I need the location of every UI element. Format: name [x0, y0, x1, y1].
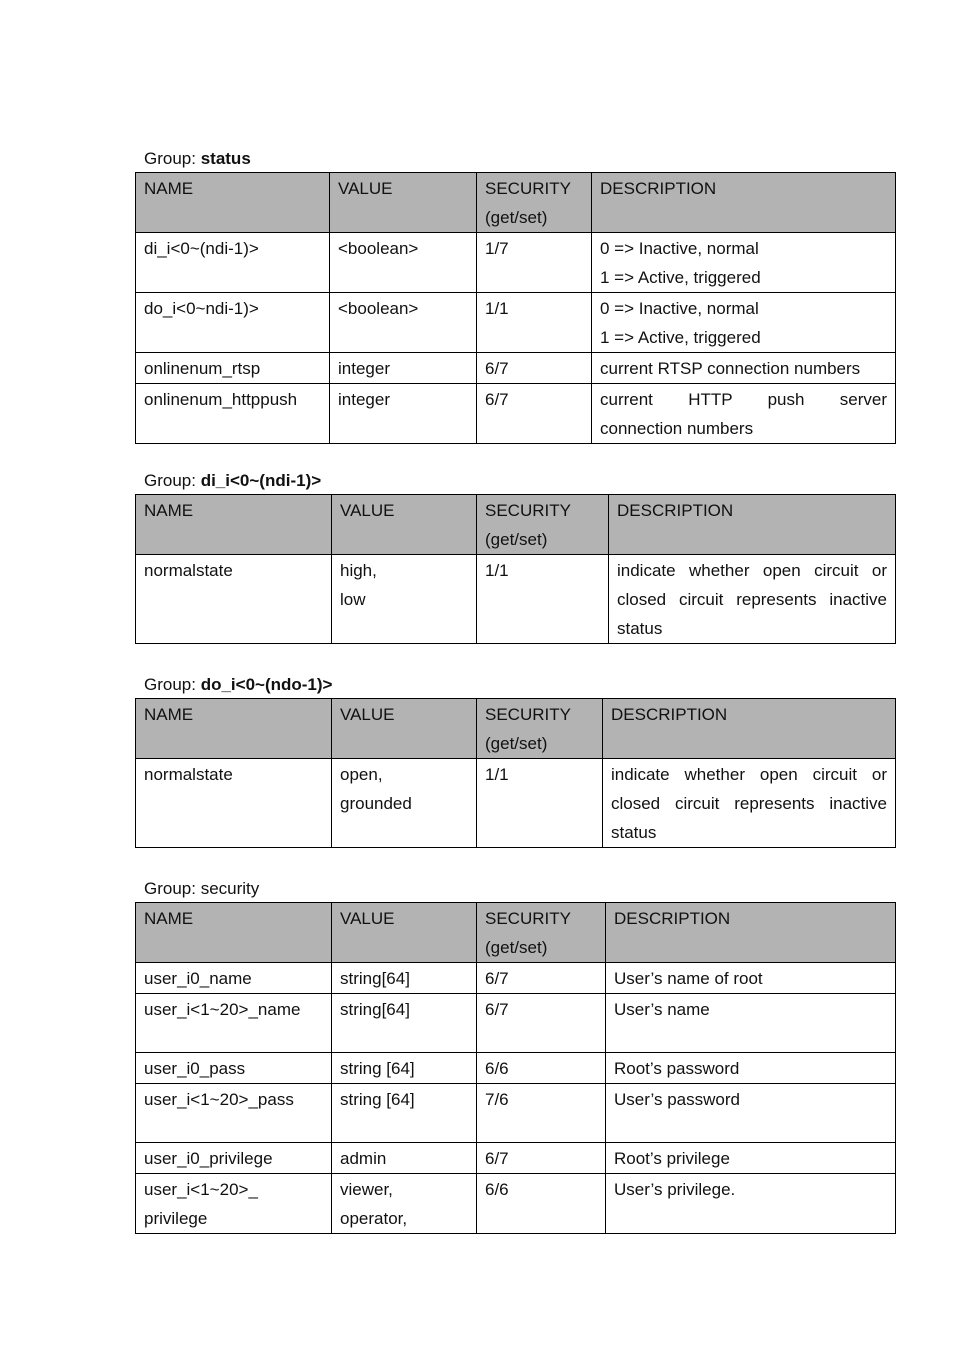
table-row	[136, 384, 896, 444]
table-row	[136, 1143, 896, 1174]
header-security: SECURITY (get/set)	[477, 173, 592, 233]
cell-name: user_i0_pass	[136, 1053, 332, 1084]
table-row	[136, 555, 896, 644]
cell-security: 6/7	[477, 384, 592, 444]
group-di	[135, 468, 895, 644]
cell-description: current HTTP push server connection numbers	[592, 384, 896, 444]
cell-value: viewer, operator,	[332, 1174, 477, 1234]
cell-value: integer	[330, 353, 477, 384]
cell-name: user_i0_privilege	[136, 1143, 332, 1174]
header-name: NAME	[136, 495, 332, 555]
cell-security: 6/6	[477, 1174, 606, 1234]
cell-security: 7/6	[477, 1084, 606, 1143]
cell-description: indicate whether open circuit or closed circuit represents inactive status	[603, 759, 896, 848]
table-row	[136, 963, 896, 994]
cell-name: user_i<1~20>_ privilege	[136, 1174, 332, 1234]
table-row	[136, 293, 896, 353]
header-row	[136, 903, 896, 963]
cell-value: open, grounded	[332, 759, 477, 848]
cell-description: 0 => Inactive, normal 1 => Active, triggered	[592, 233, 896, 293]
di-table	[135, 494, 896, 644]
group-status	[135, 146, 895, 444]
header-value: VALUE	[332, 903, 477, 963]
cell-security: 6/7	[477, 1143, 606, 1174]
cell-security: 6/6	[477, 1053, 606, 1084]
cell-security: 1/1	[477, 555, 609, 644]
cell-description: current RTSP connection numbers	[592, 353, 896, 384]
cell-value: admin	[332, 1143, 477, 1174]
header-name: NAME	[136, 173, 330, 233]
cell-description: User’s password	[606, 1084, 896, 1143]
cell-value: <boolean>	[330, 293, 477, 353]
header-value: VALUE	[330, 173, 477, 233]
group-title: Group: security	[144, 879, 260, 898]
table-row	[136, 233, 896, 293]
header-value: VALUE	[332, 495, 477, 555]
status-table	[135, 172, 896, 444]
cell-name: di_i<0~(ndi-1)>	[136, 233, 330, 293]
header-name: NAME	[136, 903, 332, 963]
cell-value: integer	[330, 384, 477, 444]
table-row	[136, 994, 896, 1053]
cell-description: Root’s privilege	[606, 1143, 896, 1174]
security-table	[135, 902, 896, 1234]
table-row	[136, 353, 896, 384]
cell-security: 6/7	[477, 353, 592, 384]
cell-value: <boolean>	[330, 233, 477, 293]
cell-security: 6/7	[477, 994, 606, 1053]
header-row	[136, 495, 896, 555]
header-security: SECURITY (get/set)	[477, 903, 606, 963]
cell-description: Root’s password	[606, 1053, 896, 1084]
cell-name: user_i0_name	[136, 963, 332, 994]
group-title: Group: di_i<0~(ndi-1)>	[144, 471, 322, 490]
cell-name: normalstate	[136, 555, 332, 644]
header-row	[136, 173, 896, 233]
cell-name: do_i<0~ndi-1)>	[136, 293, 330, 353]
cell-description: User’s privilege.	[606, 1174, 896, 1234]
cell-security: 6/7	[477, 963, 606, 994]
cell-description: User’s name	[606, 994, 896, 1053]
cell-name: user_i<1~20>_pass	[136, 1084, 332, 1143]
header-description: DESCRIPTION	[606, 903, 896, 963]
cell-security: 1/1	[477, 293, 592, 353]
cell-description: indicate whether open circuit or closed circuit represents inactive status	[609, 555, 896, 644]
group-name: di_i<0~(ndi-1)>	[200, 471, 322, 490]
cell-name: user_i<1~20>_name	[136, 994, 332, 1053]
cell-description: User’s name of root	[606, 963, 896, 994]
cell-name: onlinenum_rtsp	[136, 353, 330, 384]
header-description: DESCRIPTION	[609, 495, 896, 555]
header-security: SECURITY (get/set)	[477, 495, 609, 555]
header-name: NAME	[136, 699, 332, 759]
cell-value: string[64]	[332, 963, 477, 994]
do-table	[135, 698, 896, 848]
group-do	[135, 672, 895, 848]
cell-value: string[64]	[332, 994, 477, 1053]
cell-value: string [64]	[332, 1053, 477, 1084]
header-row	[136, 699, 896, 759]
cell-value: string [64]	[332, 1084, 477, 1143]
header-description: DESCRIPTION	[603, 699, 896, 759]
cell-security: 1/7	[477, 233, 592, 293]
table-row	[136, 1084, 896, 1143]
group-name: status	[200, 149, 251, 168]
cell-security: 1/1	[477, 759, 603, 848]
cell-value: high, low	[332, 555, 477, 644]
cell-name: onlinenum_httppush	[136, 384, 330, 444]
group-security	[135, 876, 895, 1234]
header-value: VALUE	[332, 699, 477, 759]
table-row	[136, 1174, 896, 1234]
table-row	[136, 759, 896, 848]
group-title: Group: status	[144, 149, 251, 168]
group-name: do_i<0~(ndo-1)>	[200, 675, 333, 694]
header-security: SECURITY (get/set)	[477, 699, 603, 759]
group-title: Group: do_i<0~(ndo-1)>	[144, 675, 333, 694]
table-row	[136, 1053, 896, 1084]
cell-description: 0 => Inactive, normal 1 => Active, triggered	[592, 293, 896, 353]
header-description: DESCRIPTION	[592, 173, 896, 233]
cell-name: normalstate	[136, 759, 332, 848]
